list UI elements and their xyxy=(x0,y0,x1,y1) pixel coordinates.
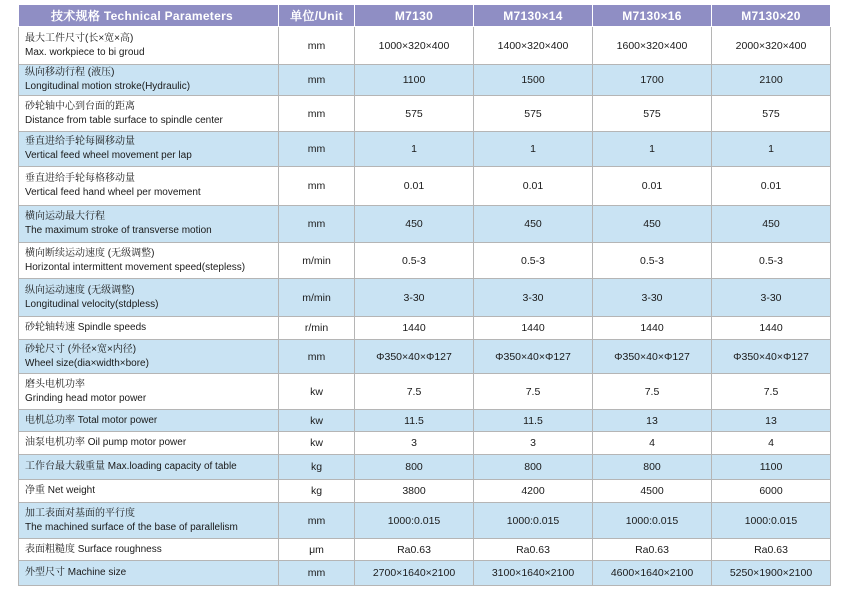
param-cell xyxy=(19,410,279,432)
unit-cell: kw xyxy=(279,432,355,455)
value-cell: Ra0.63 xyxy=(355,539,474,561)
param-cell xyxy=(19,374,279,410)
value-cell: 1440 xyxy=(355,317,474,340)
param-cell xyxy=(19,206,279,243)
value-cell: Φ350×40×Φ127 xyxy=(593,340,712,374)
unit-cell: mm xyxy=(279,503,355,539)
value-cell: 7.5 xyxy=(593,374,712,410)
value-cell: 0.01 xyxy=(593,167,712,206)
value-cell: 800 xyxy=(593,455,712,480)
param-name-cn: 最大工件尺寸(长×宽×高) xyxy=(25,32,134,44)
value-cell: 3-30 xyxy=(593,279,712,317)
value-cell: 1500 xyxy=(474,65,593,96)
param-name-cn: 纵向移动行程 (液压) xyxy=(25,67,115,78)
value-cell: 0.01 xyxy=(712,167,831,206)
param-cell xyxy=(19,279,279,317)
param-name-en: Longitudinal motion stroke(Hydraulic) xyxy=(25,81,191,92)
table-row xyxy=(19,480,831,503)
value-cell: 3-30 xyxy=(712,279,831,317)
table-row xyxy=(19,65,831,96)
value-cell: 575 xyxy=(593,96,712,132)
param-name-en: Wheel size(dia×width×bore) xyxy=(25,357,149,369)
table-row xyxy=(19,340,831,374)
value-cell: 7.5 xyxy=(474,374,593,410)
value-cell: 1440 xyxy=(712,317,831,340)
value-cell: 11.5 xyxy=(355,410,474,432)
value-cell: 6000 xyxy=(712,480,831,503)
param-cell xyxy=(19,317,279,340)
param-cell xyxy=(19,539,279,561)
param-name-en: Horizontal intermittent movement speed(stepless) xyxy=(25,261,246,273)
unit-cell: kw xyxy=(279,410,355,432)
value-cell: 4500 xyxy=(593,480,712,503)
param-cell xyxy=(19,167,279,206)
param-name-cn: 横向运动最大行程 xyxy=(25,211,105,222)
value-cell: 0.5-3 xyxy=(712,243,831,279)
param-name-cn: 纵向运动速度 (无级调整) xyxy=(25,284,135,296)
param-name-cn: 净重 Net weight xyxy=(25,485,96,496)
value-cell: 575 xyxy=(712,96,831,132)
unit-cell: mm xyxy=(279,340,355,374)
unit-cell: μm xyxy=(279,539,355,561)
unit-cell: mm xyxy=(279,132,355,167)
table-row xyxy=(19,561,831,586)
param-cell xyxy=(19,96,279,132)
value-cell: 1600×320×400 xyxy=(593,27,712,65)
param-name-cn: 磨头电机功率 xyxy=(25,378,85,390)
value-cell: 5250×1900×2100 xyxy=(712,561,831,586)
value-cell: Ra0.63 xyxy=(474,539,593,561)
value-cell: 450 xyxy=(474,206,593,243)
unit-cell: mm xyxy=(279,561,355,586)
spec-sheet xyxy=(18,4,830,586)
value-cell: 7.5 xyxy=(712,374,831,410)
param-cell xyxy=(19,340,279,374)
value-cell: 1100 xyxy=(712,455,831,480)
value-cell: 3-30 xyxy=(474,279,593,317)
technical-parameters-table xyxy=(18,4,831,586)
param-name-en: Grinding head motor power xyxy=(25,392,147,404)
model-header: M7130×16 xyxy=(593,5,712,27)
param-cell xyxy=(19,561,279,586)
param-name-cn: 砂轮轴中心到台面的距离 xyxy=(25,100,135,112)
value-cell: 3 xyxy=(355,432,474,455)
unit-cell: m/min xyxy=(279,243,355,279)
value-cell: 3100×1640×2100 xyxy=(474,561,593,586)
param-name-cn: 垂直进给手轮每圈移动量 xyxy=(25,136,135,147)
table-row xyxy=(19,96,831,132)
value-cell: 1 xyxy=(355,132,474,167)
table-row xyxy=(19,27,831,65)
param-name-en: Distance from table surface to spindle center xyxy=(25,114,223,126)
unit-cell: mm xyxy=(279,96,355,132)
unit-cell: mm xyxy=(279,167,355,206)
unit-cell: r/min xyxy=(279,317,355,340)
value-cell: 450 xyxy=(712,206,831,243)
value-cell: 1700 xyxy=(593,65,712,96)
param-name-en: Max. workpiece to bi groud xyxy=(25,46,145,58)
value-cell: 1440 xyxy=(474,317,593,340)
value-cell: 4 xyxy=(712,432,831,455)
table-row xyxy=(19,279,831,317)
param-cell xyxy=(19,65,279,96)
value-cell: Φ350×40×Φ127 xyxy=(474,340,593,374)
table-row xyxy=(19,410,831,432)
value-cell: 0.01 xyxy=(474,167,593,206)
value-cell: 0.5-3 xyxy=(474,243,593,279)
value-cell: 1 xyxy=(593,132,712,167)
value-cell: Φ350×40×Φ127 xyxy=(712,340,831,374)
param-name-en: The machined surface of the base of parallelism xyxy=(25,521,238,533)
value-cell: 575 xyxy=(474,96,593,132)
table-row xyxy=(19,317,831,340)
table-row xyxy=(19,374,831,410)
header-row xyxy=(19,5,831,27)
param-cell xyxy=(19,243,279,279)
value-cell: 1100 xyxy=(355,65,474,96)
param-name-cn: 外型尺寸 Machine size xyxy=(25,567,127,578)
value-cell: 11.5 xyxy=(474,410,593,432)
value-cell: 0.5-3 xyxy=(593,243,712,279)
unit-cell: kg xyxy=(279,455,355,480)
value-cell: 1000:0.015 xyxy=(355,503,474,539)
param-name-cn: 横向断续运动速度 (无级调整) xyxy=(25,247,155,259)
param-cell xyxy=(19,503,279,539)
table-row xyxy=(19,167,831,206)
param-name-cn: 电机总功率 Total motor power xyxy=(25,414,158,426)
value-cell: 3-30 xyxy=(355,279,474,317)
value-cell: 1440 xyxy=(593,317,712,340)
value-cell: 450 xyxy=(355,206,474,243)
model-header: M7130 xyxy=(355,5,474,27)
table-row xyxy=(19,503,831,539)
unit-cell: m/min xyxy=(279,279,355,317)
param-name-cn: 砂轮轴转速 Spindle speeds xyxy=(25,322,147,333)
value-cell: 3800 xyxy=(355,480,474,503)
value-cell: 0.01 xyxy=(355,167,474,206)
table-row xyxy=(19,243,831,279)
param-name-cn: 油泵电机功率 Oil pump motor power xyxy=(25,437,187,448)
value-cell: 13 xyxy=(593,410,712,432)
param-header: 技术规格 Technical Parameters xyxy=(19,5,279,27)
value-cell: 1000×320×400 xyxy=(355,27,474,65)
param-name-cn: 工作台最大载重量 Max.loading capacity of table xyxy=(25,461,237,472)
unit-header: 单位/Unit xyxy=(279,5,355,27)
value-cell: 13 xyxy=(712,410,831,432)
value-cell: 4200 xyxy=(474,480,593,503)
value-cell: 800 xyxy=(355,455,474,480)
param-cell xyxy=(19,27,279,65)
value-cell: 800 xyxy=(474,455,593,480)
table-row xyxy=(19,539,831,561)
table-row xyxy=(19,455,831,480)
value-cell: 1000:0.015 xyxy=(474,503,593,539)
value-cell: Ra0.63 xyxy=(593,539,712,561)
value-cell: 7.5 xyxy=(355,374,474,410)
table-row xyxy=(19,206,831,243)
unit-cell: mm xyxy=(279,206,355,243)
value-cell: 2700×1640×2100 xyxy=(355,561,474,586)
unit-cell: kg xyxy=(279,480,355,503)
param-name-cn: 砂轮尺寸 (外径×宽×内径) xyxy=(25,343,137,355)
value-cell: 2000×320×400 xyxy=(712,27,831,65)
param-name-cn: 加工表面对基面的平行度 xyxy=(25,507,135,519)
table-row xyxy=(19,132,831,167)
value-cell: 450 xyxy=(593,206,712,243)
param-cell xyxy=(19,455,279,480)
param-cell xyxy=(19,480,279,503)
value-cell: 4600×1640×2100 xyxy=(593,561,712,586)
param-name-en: Vertical feed hand wheel per movement xyxy=(25,187,201,198)
value-cell: 1000:0.015 xyxy=(712,503,831,539)
unit-cell: mm xyxy=(279,27,355,65)
value-cell: Ra0.63 xyxy=(712,539,831,561)
value-cell: 1 xyxy=(474,132,593,167)
value-cell: 2100 xyxy=(712,65,831,96)
value-cell: 575 xyxy=(355,96,474,132)
value-cell: 1 xyxy=(712,132,831,167)
value-cell: 1000:0.015 xyxy=(593,503,712,539)
param-cell xyxy=(19,132,279,167)
value-cell: 1400×320×400 xyxy=(474,27,593,65)
unit-cell: kw xyxy=(279,374,355,410)
value-cell: 4 xyxy=(593,432,712,455)
param-name-en: The maximum stroke of transverse motion xyxy=(25,225,212,236)
param-name-en: Longitudinal velocity(stdpless) xyxy=(25,298,159,310)
value-cell: Φ350×40×Φ127 xyxy=(355,340,474,374)
param-name-cn: 表面粗糙度 Surface roughness xyxy=(25,543,162,555)
param-name-en: Vertical feed wheel movement per lap xyxy=(25,150,192,161)
value-cell: 0.5-3 xyxy=(355,243,474,279)
model-header: M7130×20 xyxy=(712,5,831,27)
value-cell: 3 xyxy=(474,432,593,455)
param-cell xyxy=(19,432,279,455)
unit-cell: mm xyxy=(279,65,355,96)
table-row xyxy=(19,432,831,455)
model-header: M7130×14 xyxy=(474,5,593,27)
param-name-cn: 垂直进给手轮每格移动量 xyxy=(25,173,135,184)
